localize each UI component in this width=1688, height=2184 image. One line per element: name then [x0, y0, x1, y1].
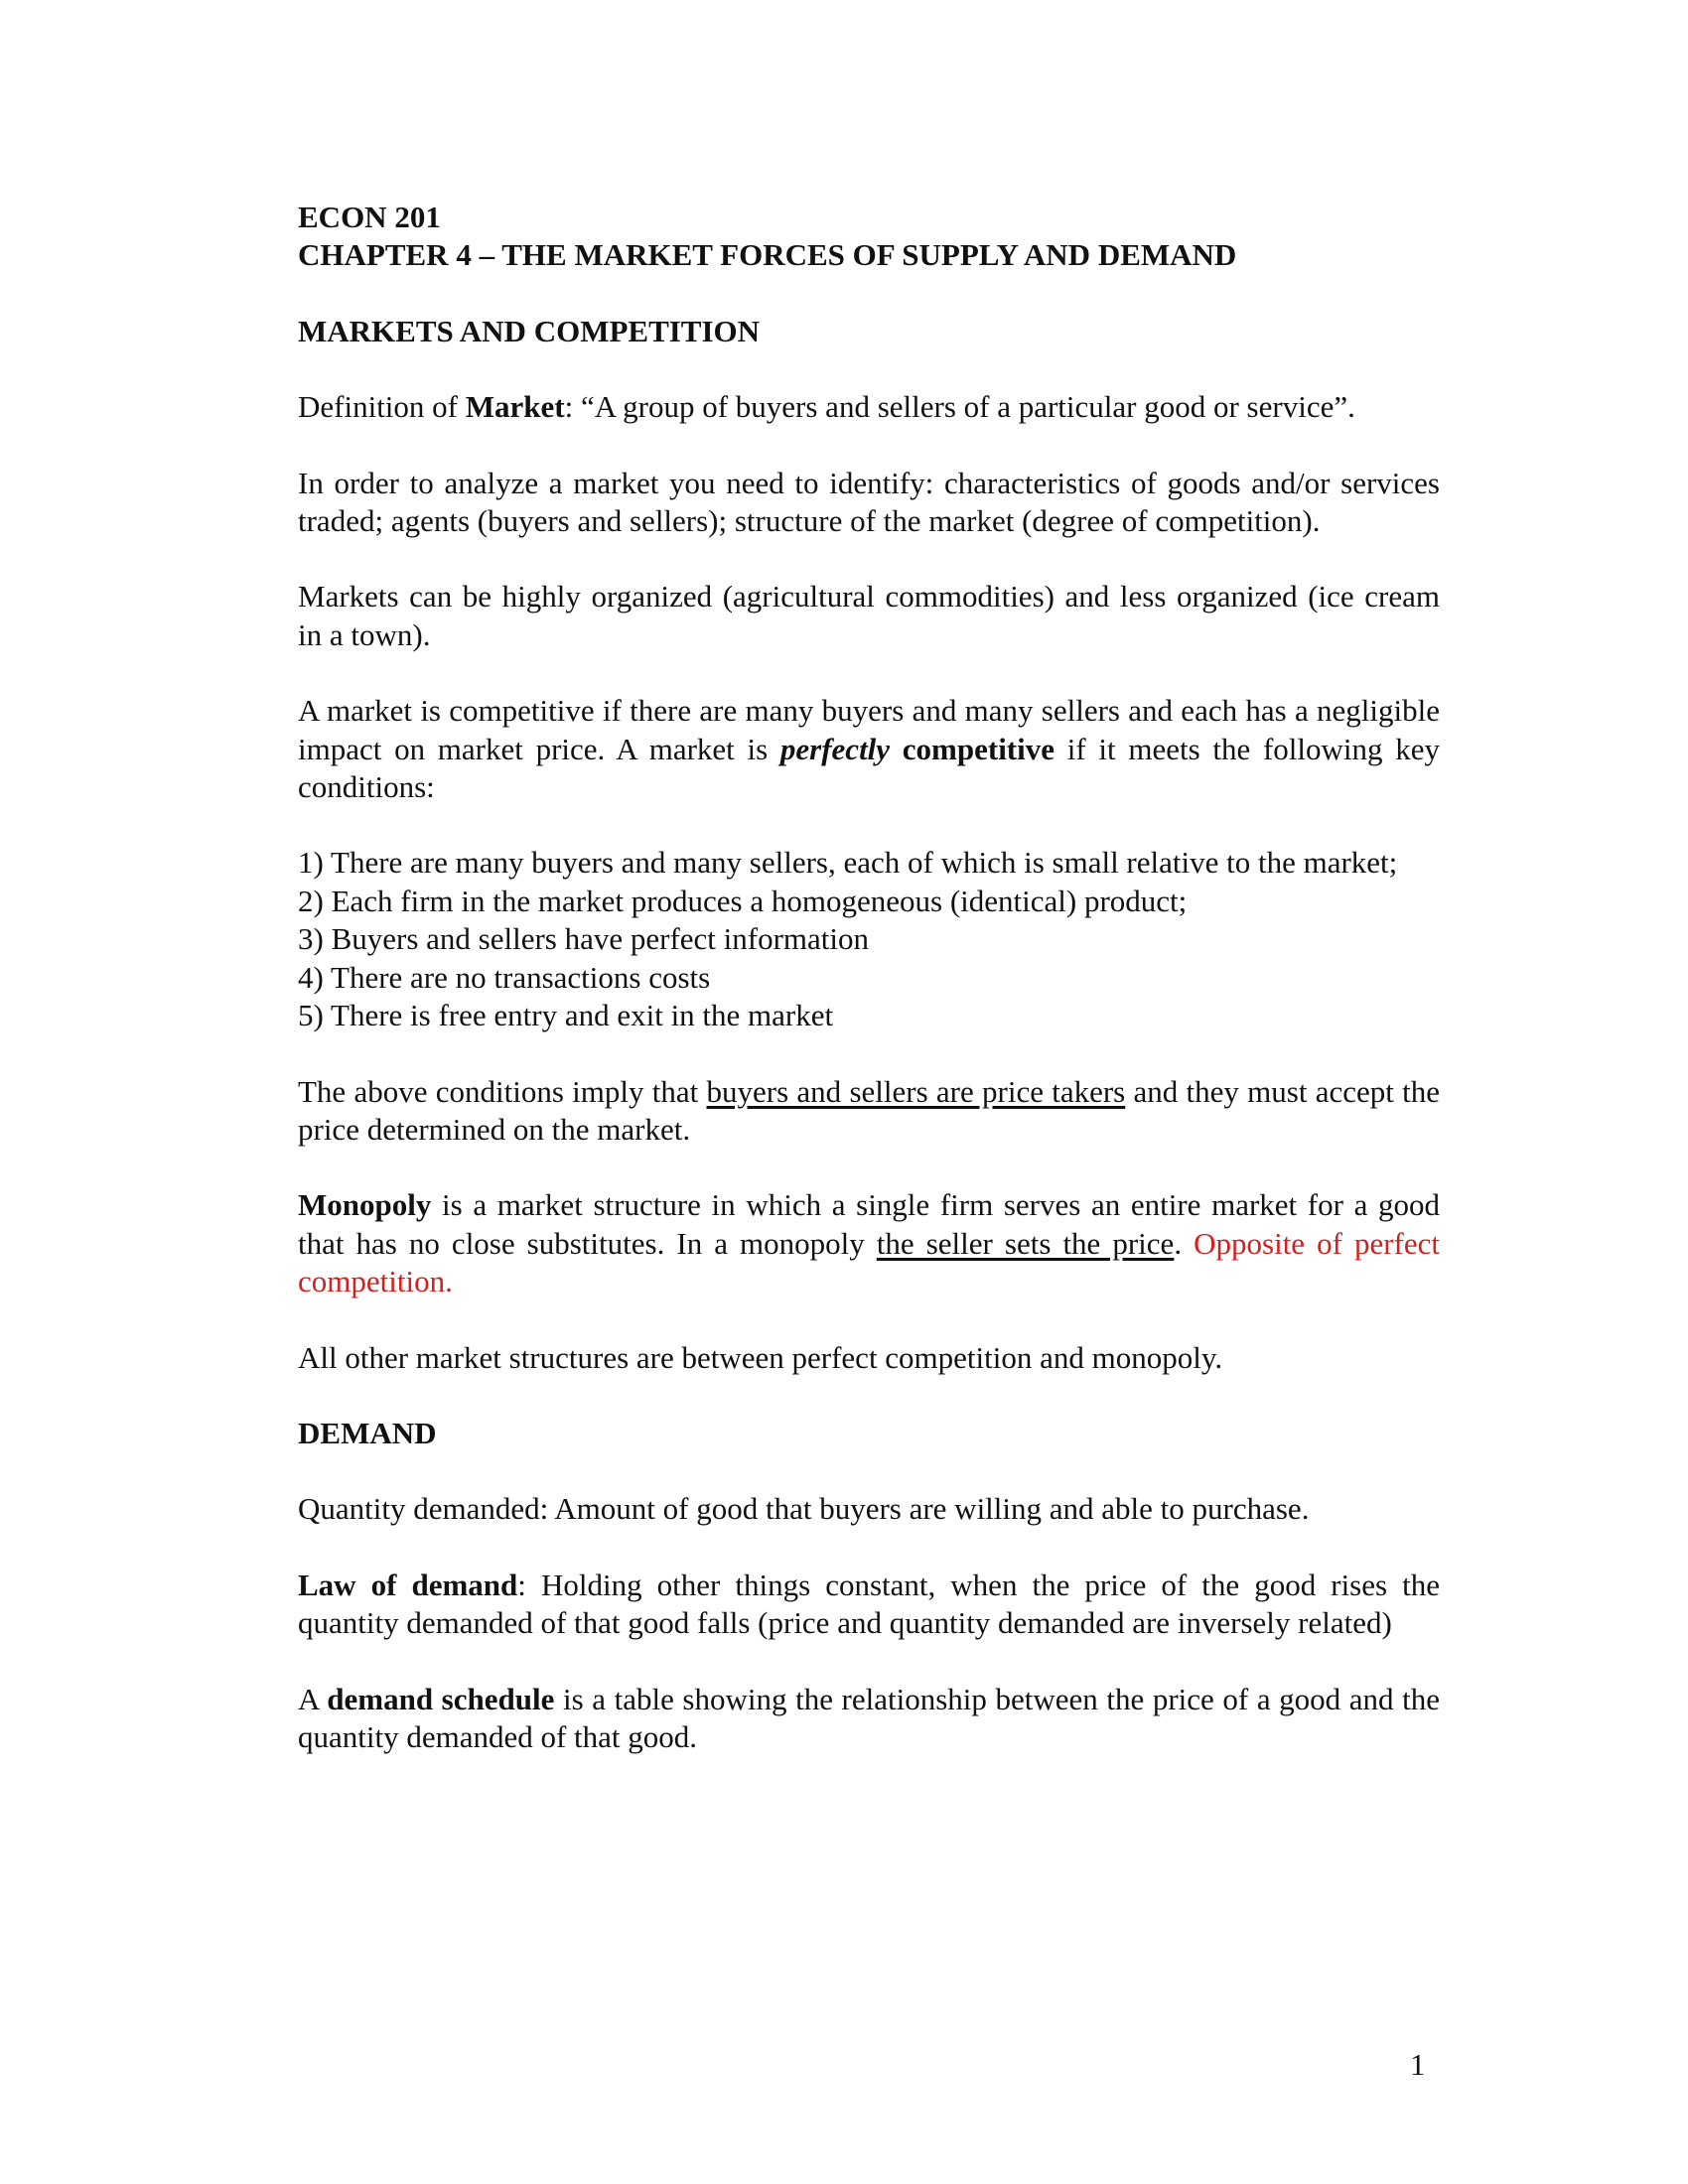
list-item: 2) Each firm in the market produces a homogeneous (identical) product;: [298, 883, 1188, 918]
course-code: ECON 201: [298, 200, 441, 234]
market-definition: Definition of Market: “A group of buyers and sellers of a particular good or service”.: [298, 389, 1355, 425]
competitive-paragraph: A market is competitive if there are many buyers and many sellers and each has a negligible impact on market price. A market is perfectly competitive if it meets the following key conditions:: [298, 693, 1440, 805]
section-heading-markets: MARKETS AND COMPETITION: [298, 313, 761, 348]
list-item: 1) There are many buyers and many sellers, each of which is small relative to the market;: [298, 845, 1398, 881]
list-item: 5) There is free entry and exit in the market: [298, 998, 834, 1033]
list-item: 3) Buyers and sellers have perfect information: [298, 921, 870, 957]
seller-sets-price-underline: the seller sets the price: [876, 1225, 1175, 1261]
demand-schedule-paragraph: A demand schedule is a table showing the relationship between the price of a good and the quantity demanded of that good.: [298, 1681, 1440, 1754]
section-heading-demand: DEMAND: [298, 1415, 437, 1450]
chapter-title: CHAPTER 4 – THE MARKET FORCES OF SUPPLY AND DEMAND: [298, 237, 1237, 273]
market-term: Market: [465, 389, 565, 425]
conditions-list: [298, 844, 1440, 1034]
demand-schedule-term: demand schedule: [327, 1681, 555, 1716]
quantity-demanded-paragraph: Quantity demanded: Amount of good that buyers are willing and able to purchase.: [298, 1491, 1310, 1527]
law-of-demand-term: Law of demand: [298, 1567, 518, 1602]
other-structures-paragraph: All other market structures are between perfect competition and monopoly.: [298, 1339, 1223, 1375]
document-page: [298, 199, 1440, 1794]
list-item: 4) There are no transactions costs: [298, 959, 711, 995]
price-takers-paragraph: The above conditions imply that buyers and sellers are price takers and they must accept the price determined on the market.: [298, 1073, 1441, 1147]
price-takers-underline: buyers and sellers are price takers: [706, 1073, 1126, 1109]
organized-paragraph: Markets can be highly organized (agricultural commodities) and less organized (ice cream in a town).: [298, 579, 1440, 652]
perfectly-term: perfectly: [779, 731, 891, 766]
monopoly-term: Monopoly: [298, 1187, 432, 1223]
page-number: 1: [1410, 2047, 1426, 2082]
red-annotation: Opposite of perfect competition.: [298, 1225, 1441, 1299]
monopoly-paragraph: Monopoly is a market structure in which a single firm serves an entire market for a good that has no close substitutes. In a monopoly the seller sets the price. Opposite of perfect competition.: [298, 1187, 1441, 1299]
law-of-demand-paragraph: Law of demand: Holding other things constant, when the price of the good rises the quantity demanded of that good falls (price and quantity demanded are inversely related): [298, 1567, 1440, 1641]
analyze-paragraph: In order to analyze a market you need to identify: characteristics of goods and/or services traded; agents (buyers and sellers); structure of the market (degree of competition).: [298, 465, 1440, 539]
competitive-term: competitive: [890, 731, 1055, 766]
